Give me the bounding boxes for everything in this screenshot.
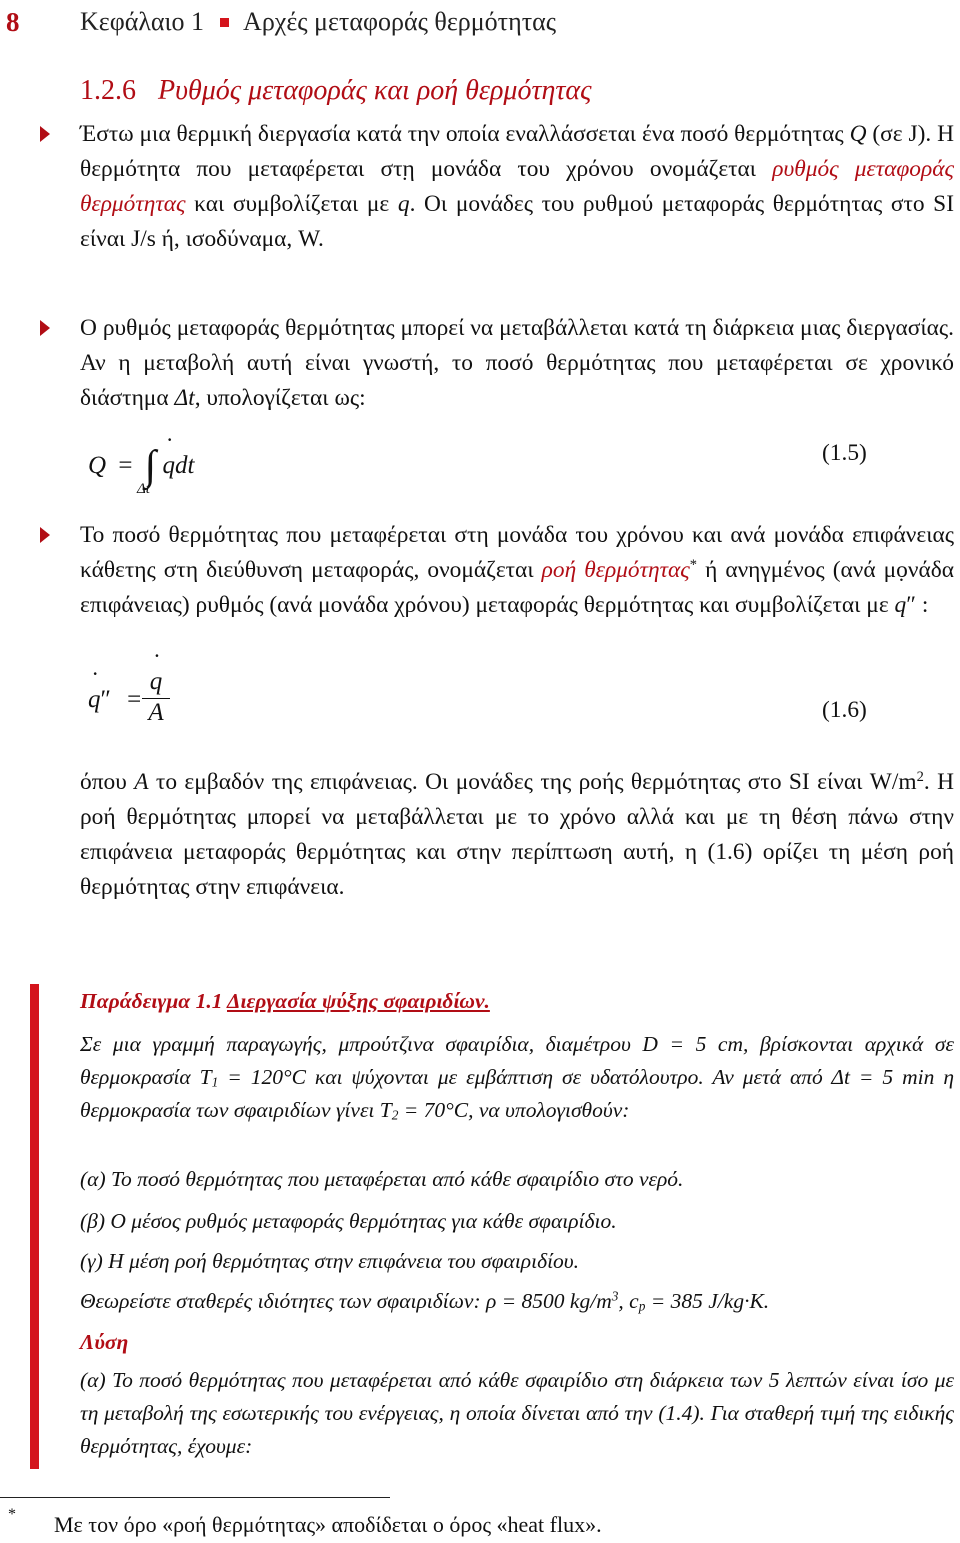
term-heat-flux: ροή θερμότητας [541, 557, 690, 583]
footnote-text: Με τον όρο «ροή θερμότητας» αποδίδεται ο όρος «heat flux». [54, 1512, 602, 1537]
footnote-rule [0, 1497, 390, 1498]
chapter-label: Κεφάλαιο 1 [80, 7, 205, 36]
solution-part-a: (α) Το ποσό θερμότητας που μεταφέρεται από κάθε σφαιρίδιο στη διάρκεια των 5 λεπτών είναι ίσο με τη μεταβολή της εσωτερικής του ενέργειας, η οποία δίνεται από την (1.4). Για σταθερή τιμή της ειδικής θερμότητας, έχουμε: [80, 1368, 954, 1458]
example-heading: Παράδειγμα 1.1 Διεργασία ψύξης σφαιριδίων. [80, 989, 490, 1013]
equation-number: (1.5) [822, 440, 867, 466]
paragraph-heat-flux: Το ποσό θερμότητας που μεταφέρεται στη μονάδα του χρόνου και ανά μονάδα επιφάνειας κάθετης στη διεύθυνση μεταφοράς, ονομάζεται ροή θερμότητας* ή ανηγμένος (ανά μονάδα επιφάνειας) ρυθμός (ανά μονάδα χρόνου) μεταφοράς θερμότητας και συμβολίζεται με ˙ q″ : [80, 518, 954, 623]
equation-number: (1.6) [822, 697, 867, 723]
equation-1-5: Q = ∫ ˙ qdt [88, 436, 194, 484]
example-statement: Σε μια γραμμή παραγωγής, μπρούτζινα σφαιρίδια, διαμέτρου D = 5 cm, βρίσκονται αρχικά σε θερμοκρασία $T_1 = 120^\circ C$ και ψύχονται με εμβάπτιση σε υδατόλουτρο. Αν μετά από Δt = 5 min η θερμοκρασία των σφαιριδίων γίνει $T_2 = 70^\circ C$, να υπολογισθούν: [80, 1032, 954, 1123]
paragraph-heat-definition: Έστω μια θερμική διεργασία κατά την οποία εναλλάσσεται ένα ποσό θερμότητας Q (σε J). Η θερμότητα που μεταφέρεται στη μονάδα του χρόνου ονομάζεται ρυθμός μεταφοράς θερμότητας και συμβολίζεται με ˙ q. Οι μονάδες του ρυθμού μεταφοράς θερμότητας στο SI είναι J/s ή, ισοδύναμα, W. [80, 117, 954, 257]
section-number: 1.2.6 [80, 75, 136, 106]
page-number: 8 [6, 6, 20, 37]
triangle-bullet-icon [40, 320, 50, 336]
square-bullet-icon [220, 18, 229, 27]
section-heading [80, 75, 591, 107]
footnote-mark: * [8, 1506, 16, 1523]
example-sidebar-bar [30, 984, 39, 1469]
paragraph-variable-rate: Ο ρυθμός μεταφοράς θερμότητας μπορεί να μεταβάλλεται κατά τη διάρκεια μιας διεργασίας. Αν η μεταβολή αυτή είναι γνωστή, το ποσό θερμότητας που μεταφέρεται σε χρονικό διάστημα Δt, υπολογίζεται ως: [80, 315, 954, 411]
question-b: (β) Ο μέσος ρυθμός μεταφοράς θερμότητας για κάθε σφαιρίδιο. [80, 1209, 617, 1233]
page-header [6, 2, 960, 42]
integral-sign: ∫ [144, 443, 157, 489]
fraction: ˙ q A [142, 668, 170, 727]
integral-limit: Δt [137, 481, 150, 497]
equation-1-6: ˙ q″ = [88, 686, 141, 714]
given-properties: Θεωρείστε σταθερές ιδιότητες των σφαιριδίων: ρ = 8500 $kg/m^3$, $c_p = 385$ J/kg·K. [80, 1288, 770, 1314]
question-c: (γ) Η μέση ροή θερμότητας στην επιφάνεια του σφαιριδίου. [80, 1249, 580, 1273]
question-a: (α) Το ποσό θερμότητας που μεταφέρεται από κάθε σφαιρίδιο στο νερό. [80, 1167, 684, 1191]
solution-heading: Λύση [80, 1330, 129, 1354]
triangle-bullet-icon [40, 527, 50, 543]
chapter-title: Αρχές μεταφοράς θερμότητας [243, 7, 557, 36]
paragraph-flux-units: όπου A το εμβαδόν της επιφάνειας. Οι μονάδες της ροής θερμότητας στο SI είναι $W/m^2$. Η ροή θερμότητας μπορεί να μεταβάλλεται με το χρόνο αλλά και με τη θέση πάνω στην επιφάνεια μεταφοράς θερμότητας και στην περίπτωση αυτή, η (1.6) ορίζει τη μέση ροή θερμότητας στην επιφάνεια. [80, 769, 954, 900]
section-title: Ρυθμός μεταφοράς και ροή θερμότητας [158, 75, 592, 106]
term-heat-rate: ρυθμός μεταφοράς θερμότητας [80, 156, 955, 217]
triangle-bullet-icon [40, 126, 50, 142]
